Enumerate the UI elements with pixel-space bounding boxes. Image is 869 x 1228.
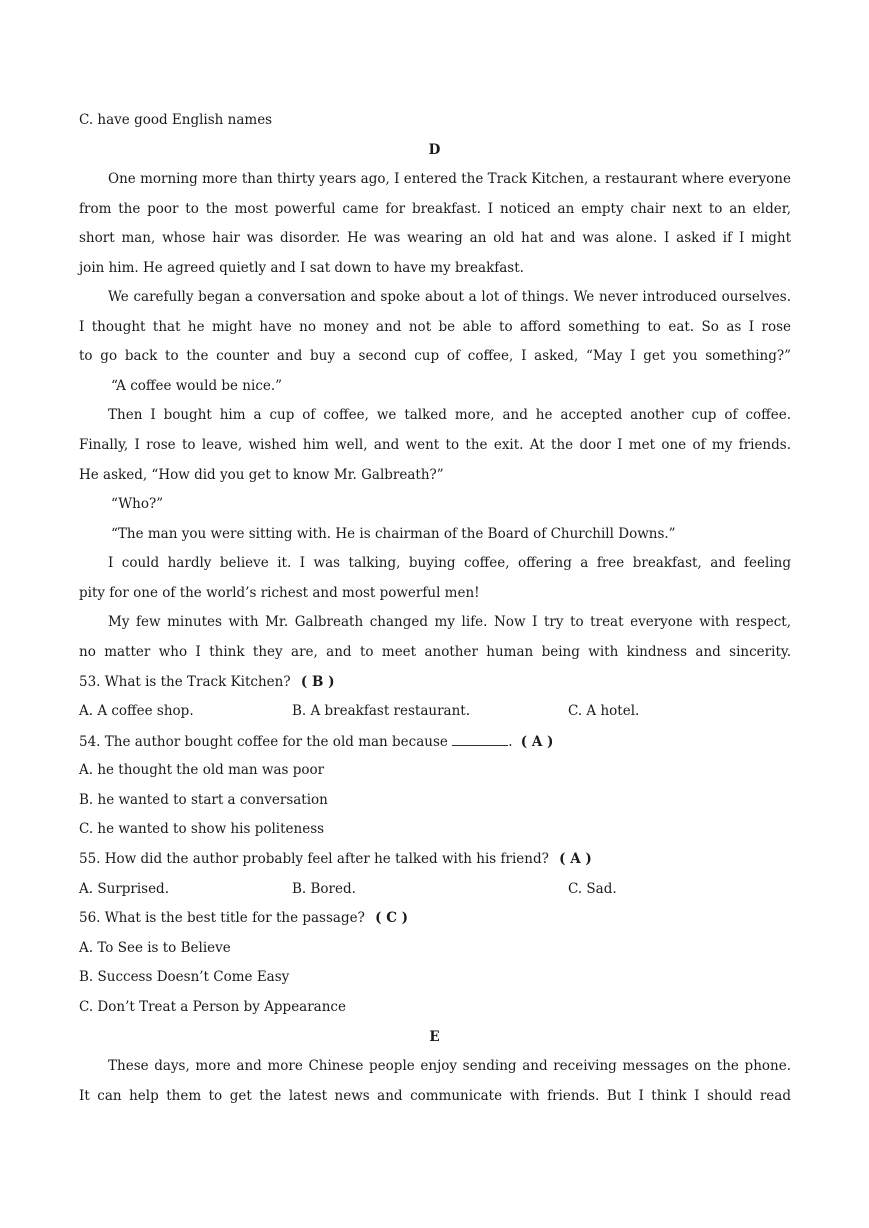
passage-d-line: pity for one of the world’s richest and most powerful men! <box>79 585 480 601</box>
passage-d-line: I thought that he might have no money and not be able to afford something to eat. So as I rose <box>79 319 791 335</box>
question-56 <box>79 909 791 927</box>
passage-d-line: We carefully began a conversation and spoke about a lot of things. We never introduced ourselves. <box>108 289 791 305</box>
passage-d-line: He asked, “How did you get to know Mr. Galbreath?” <box>79 467 444 483</box>
question-56-answer: ( C ) <box>375 910 409 926</box>
passage-d-line: to go back to the counter and buy a second cup of coffee, I asked, “May I get you something?” <box>79 348 791 364</box>
question-54-answer: ( A ) <box>520 734 554 750</box>
question-54-period: . <box>508 734 513 750</box>
question-53 <box>79 673 791 691</box>
answer-blank <box>452 732 508 746</box>
question-56-option-a: A. To See is to Believe <box>79 940 231 956</box>
question-54-option-c: C. he wanted to show his politeness <box>79 821 325 837</box>
option-b: B. Bored. <box>292 881 356 897</box>
question-54-text: 54. The author bought coffee for the old man because <box>79 734 448 750</box>
question-54-option-a: A. he thought the old man was poor <box>79 762 325 778</box>
passage-e-line: These days, more and more Chinese people enjoy sending and receiving messages on the phone. <box>108 1058 791 1074</box>
passage-d-line: Finally, I rose to leave, wished him well, and went to the exit. At the door I met one of my friends. <box>79 437 791 453</box>
passage-d-line: from the poor to the most powerful came for breakfast. I noticed an empty chair next to an elder, <box>79 201 791 217</box>
option-c: C. Sad. <box>568 881 617 897</box>
question-56-text: 56. What is the best title for the passage? <box>79 910 365 926</box>
option-a: A. A coffee shop. <box>79 703 194 719</box>
question-56-option-b: B. Success Doesn’t Come Easy <box>79 969 290 985</box>
section-e-heading: E <box>429 1029 440 1045</box>
passage-d-line: I could hardly believe it. I was talking, buying coffee, offering a free breakfast, and feeling <box>108 555 791 571</box>
question-55-answer: ( A ) <box>559 851 592 867</box>
section-d-heading: D <box>428 142 441 158</box>
question-56-option-c: C. Don’t Treat a Person by Appearance <box>79 999 346 1015</box>
option-a: A. Surprised. <box>79 881 169 897</box>
passage-d-line: Then I bought him a cup of coffee, we talked more, and he accepted another cup of coffee. <box>108 407 791 423</box>
question-54-option-b: B. he wanted to start a conversation <box>79 792 328 808</box>
question-53-options <box>79 702 791 720</box>
question-53-answer: ( B ) <box>300 674 335 690</box>
passage-d-line: no matter who I think they are, and to meet another human being with kindness and sincerity. <box>79 644 791 660</box>
passage-d-line: “Who?” <box>111 496 164 512</box>
question-54 <box>79 732 791 750</box>
passage-d-line: join him. He agreed quietly and I sat down to have my breakfast. <box>79 260 524 276</box>
passage-e-line: It can help them to get the latest news and communicate with friends. But I think I should read <box>79 1088 791 1104</box>
passage-d-line: One morning more than thirty years ago, I entered the Track Kitchen, a restaurant where everyone <box>108 171 791 187</box>
prev-option-c: C. have good English names <box>79 112 273 128</box>
passage-d-line: My few minutes with Mr. Galbreath changed my life. Now I try to treat everyone with respect, <box>108 614 791 630</box>
question-55 <box>79 850 791 868</box>
passage-d-line: short man, whose hair was disorder. He was wearing an old hat and was alone. I asked if I might <box>79 230 791 246</box>
question-55-text: 55. How did the author probably feel after he talked with his friend? <box>79 851 549 867</box>
option-c: C. A hotel. <box>568 703 640 719</box>
question-53-text: 53. What is the Track Kitchen? <box>79 674 291 690</box>
question-55-options <box>79 880 791 898</box>
passage-d-line: “A coffee would be nice.” <box>111 378 283 394</box>
passage-d-line: “The man you were sitting with. He is chairman of the Board of Churchill Downs.” <box>111 526 676 542</box>
option-b: B. A breakfast restaurant. <box>292 703 470 719</box>
